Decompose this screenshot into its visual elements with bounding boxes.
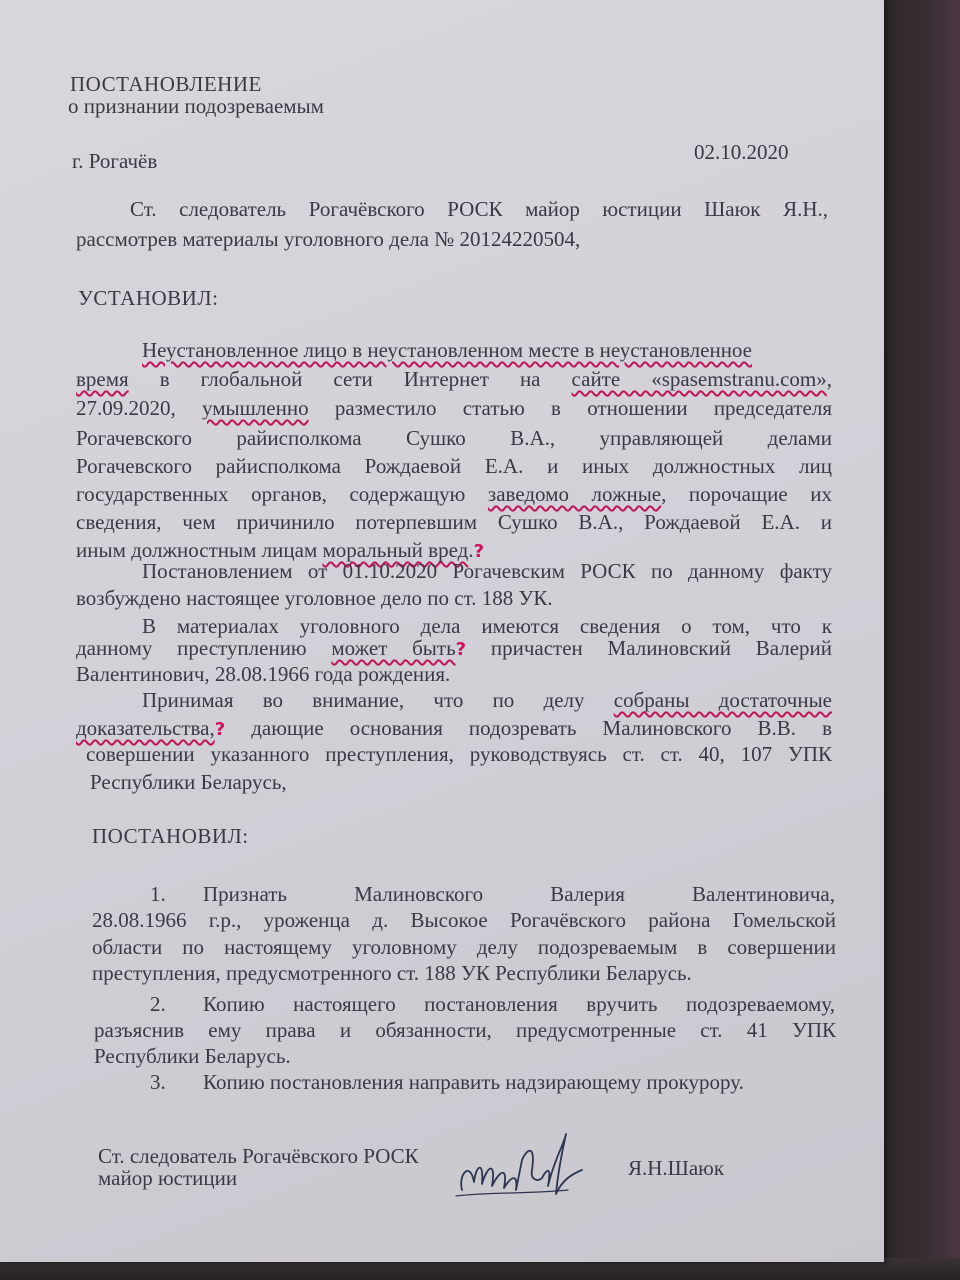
p1-underline-time: время [76,367,129,391]
signature-role-line-2: майор юстиции [98,1166,238,1190]
p3-line-2: данному преступлению может быть? причастен Малиновский Валерий [76,636,832,660]
p1-line-5: Рогачевского райисполкома Рождаевой Е.А. и иных должностных лиц [76,454,832,478]
p1-line-6: государственных органов, содержащую заведомо ложные, порочащие их [76,482,832,506]
p1-line-2: время в глобальной сети Интернет на сайте «spasemstranu.com», [76,367,833,391]
item-1-line-1: Признать Малиновского Валерия Валентиновича, [203,882,836,906]
item-1-line-3: области по настоящему уголовному делу подозреваемым в совершении [92,935,836,959]
signature-role-line-1: Ст. следователь Рогачёвского РОСК [98,1144,419,1168]
p1-line-7: сведения, чем причинило потерпевшим Сушко В.А., Рождаевой Е.А. и [76,510,832,534]
item-1-number: 1. [150,882,166,906]
item-2-line-2: разъяснив ему права и обязанности, предусмотренные ст. 41 УПК [94,1018,836,1042]
handwritten-signature [448,1120,598,1210]
item-3-line-1: Копию постановления направить надзирающему прокурору. [203,1070,744,1094]
p1-underline-moral-harm: моральный вред [322,538,469,562]
p1-line-4: Рогачевского райисполкома Сушко В.А., управляющей делами [76,426,832,450]
item-1-line-4: преступления, предусмотренного ст. 188 УК Республики Беларусь. [92,961,692,985]
background-edge-right [880,0,960,1280]
question-mark-annotation: ? [473,541,485,562]
p3-underline-maybe: может быть [331,636,456,660]
p1-line-8: иным должностным лицам моральный вред.? [76,538,485,562]
question-mark-annotation: ? [455,639,467,660]
p4-underline-collected: собраны достаточные [613,688,832,712]
p4-underline-evidence: доказательства, [76,716,215,740]
p4-line-2: доказательства,? дающие основания подозревать Малиновского В.В. в [76,716,833,740]
p1-underline-site: сайте «spasemstranu.com» [571,367,827,391]
item-2-line-3: Республики Беларусь. [94,1044,291,1068]
p1-underline-intent: умышленно [202,396,309,420]
section-resolved-heading: ПОСТАНОВИЛ: [92,824,249,848]
question-mark-annotation: ? [214,719,226,740]
p1-line-3: 27.09.2020, умышленно разместило статью в отношении председателя [76,396,833,420]
p1-line-1: Неустановленное лицо в неустановленном месте в неустановленное [142,338,753,362]
signature-name: Я.Н.Шаюк [628,1156,725,1180]
intro-line-2: рассмотрев материалы уголовного дела № 20124220504, [76,227,581,251]
section-established-heading: УСТАНОВИЛ: [78,286,219,310]
p3-line-1: В материалах уголовного дела имеются сведения о том, что к [142,614,832,638]
item-1-line-2: 28.08.1966 г.р., уроженца д. Высокое Рогачёвского района Гомельской [92,908,836,932]
p4-line-1: Принимая во внимание, что по делу собраны достаточные [142,688,832,712]
p2-line-1: Постановлением от 01.10.2020 Рогачевским РОСК по данному факту [142,559,832,583]
item-2-number: 2. [150,992,166,1016]
item-2-line-1: Копию настоящего постановления вручить подозреваемому, [203,992,835,1016]
p4-line-3: совершении указанного преступления, руководствуясь ст. ст. 40, 107 УПК [86,742,832,766]
p2-line-2: возбуждено настоящее уголовное дело по ст. 188 УК. [76,586,553,610]
item-3-number: 3. [150,1070,166,1094]
document-city: г. Рогачёв [72,149,158,173]
p3-line-3: Валентинович, 28.08.1966 года рождения. [76,662,451,686]
document-title: ПОСТАНОВЛЕНИЕ [70,72,262,96]
p4-line-4: Республики Беларусь, [90,770,287,794]
document-date: 02.10.2020 [694,140,789,164]
intro-line-1: Ст. следователь Рогачёвского РОСК майор юстиции Шаюк Я.Н., [130,197,828,221]
document-subtitle: о признании подозреваемым [68,94,324,118]
p1-underline-false: заведомо ложные [487,482,662,506]
